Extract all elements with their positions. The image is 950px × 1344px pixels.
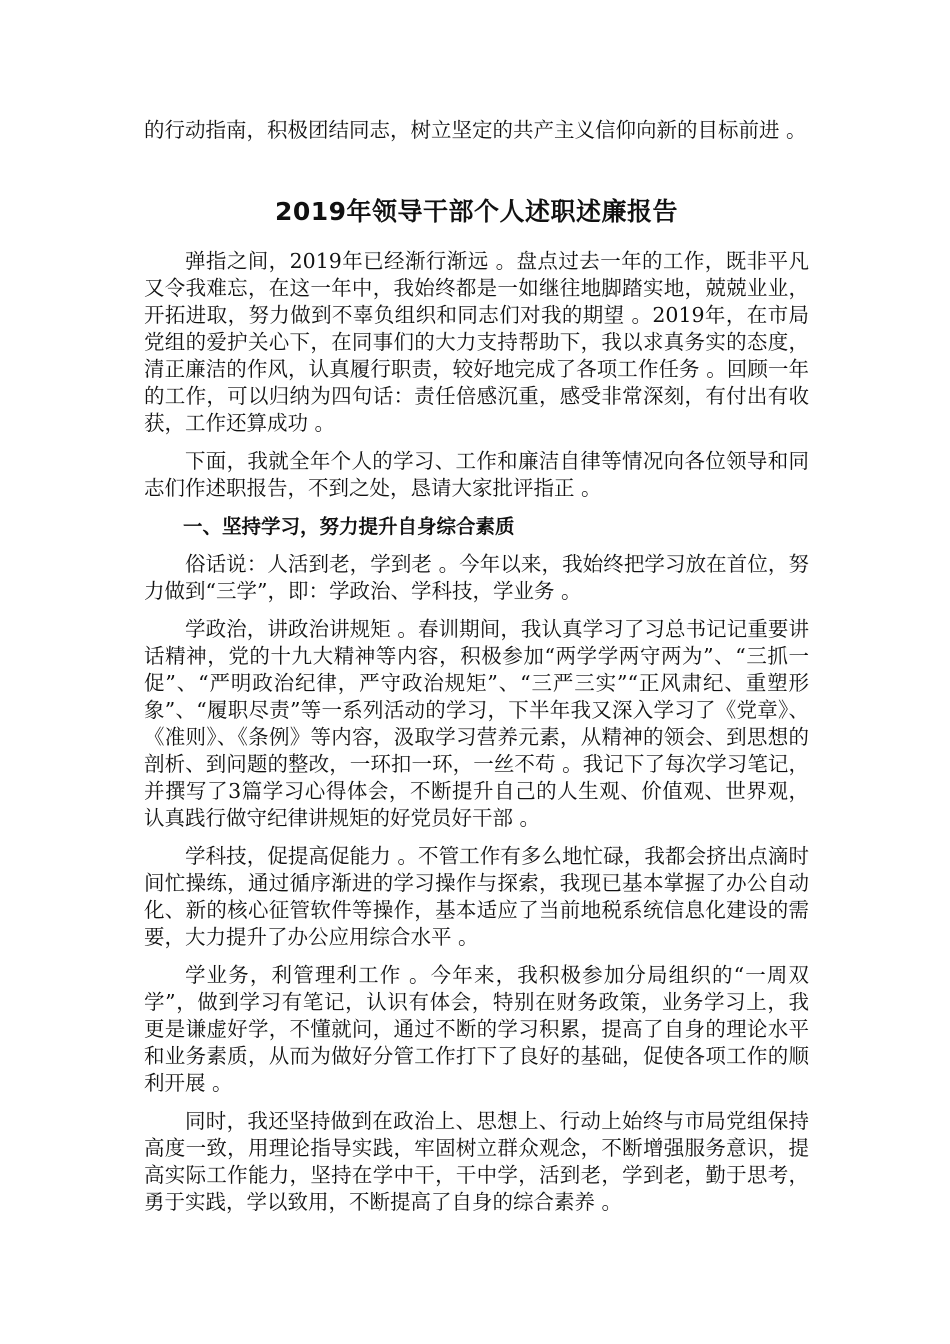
paragraph-study-politics: 学政治，讲政治讲规矩 。春训期间，我认真学习了习总书记记重要讲话精神，党的十九大精神等内容，积极参加“两学学两守两为”、“三抓一促”、“严明政治纪律，严守政治规矩”、“三严三实”“正风肃纪、重塑形象”、“履职尽责”等一系列活动的学习，下半年我又深入学习了《党章》、《准则》、《条例》等内容，汲取学习营养元素，从精神的领会、到思想的剖析、到问题的整改，一环扣一环，一丝不苟 。我记下了每次学习笔记，并撰写了3篇学习心得体会，不断提升自己的人生观、价值观、世界观，认真践行做守纪律讲规矩的好党员好干部 。	[144, 617, 809, 830]
paragraph-intro: 弹指之间，2019年已经渐行渐远 。盘点过去一年的工作，既非平凡又令我难忘，在这一年中，我始终都是一如继往地脚踏实地，兢兢业业，开拓进取，努力做到不辜负组织和同志们对我的期望 。2019年，在市局党组的爱护关心下，在同事们的大力支持帮助下，我以求真务实的态度，清正廉洁的作风，认真履行职责，较好地完成了各项工作任务 。回顾一年的工作，可以归纳为四句话：责任倍感沉重，感受非常深刻，有付出有收获，工作还算成功 。	[144, 249, 809, 435]
paragraph-study-business: 学业务，利管理利工作 。今年来，我积极参加分局组织的“一周双学”，做到学习有笔记，认识有体会，特别在财务政策，业务学习上，我更是谦虚好学，不懂就问，通过不断的学习积累，提高了自身的理论水平和业务素质，从而为做好分管工作打下了良好的基础，促使各项工作的顺利开展 。	[144, 963, 809, 1095]
paragraph-study-technology: 学科技，促提高促能力 。不管工作有多么地忙碌，我都会挤出点滴时间忙操练，通过循序渐进的学习操作与探索，我现已基本掌握了办公自动化、新的核心征管软件等操作，基本适应了当前地税系统信息化建设的需要，大力提升了办公应用综合水平 。	[144, 844, 809, 949]
paragraph-meanwhile: 同时，我还坚持做到在政治上、思想上、行动上始终与市局党组保持高度一致，用理论指导实践，牢固树立群众观念，不断增强服务意识，提高实际工作能力，坚持在学中干，干中学，活到老，学到老，勤于思考，勇于实践，学以致用，不断提高了自身的综合素养 。	[144, 1109, 809, 1214]
document-body	[144, 117, 809, 1216]
section-heading-1: 一、坚持学习，努力提升自身综合素质	[183, 515, 515, 538]
opening-fragment: 的行动指南，积极团结同志，树立坚定的共产主义信仰向新的目标前进 。	[144, 118, 807, 142]
report-title: 2019年领导干部个人述职述廉报告	[274, 197, 679, 226]
paragraph-three-studies: 俗话说：人活到老，学到老 。今年以来，我始终把学习放在首位，努力做到“三学”，即：学政治、学科技，学业务 。	[144, 552, 809, 603]
paragraph-report-statement: 下面，我就全年个人的学习、工作和廉洁自律等情况向各位领导和同志们作述职报告，不到之处，恳请大家批评指正 。	[144, 449, 809, 500]
